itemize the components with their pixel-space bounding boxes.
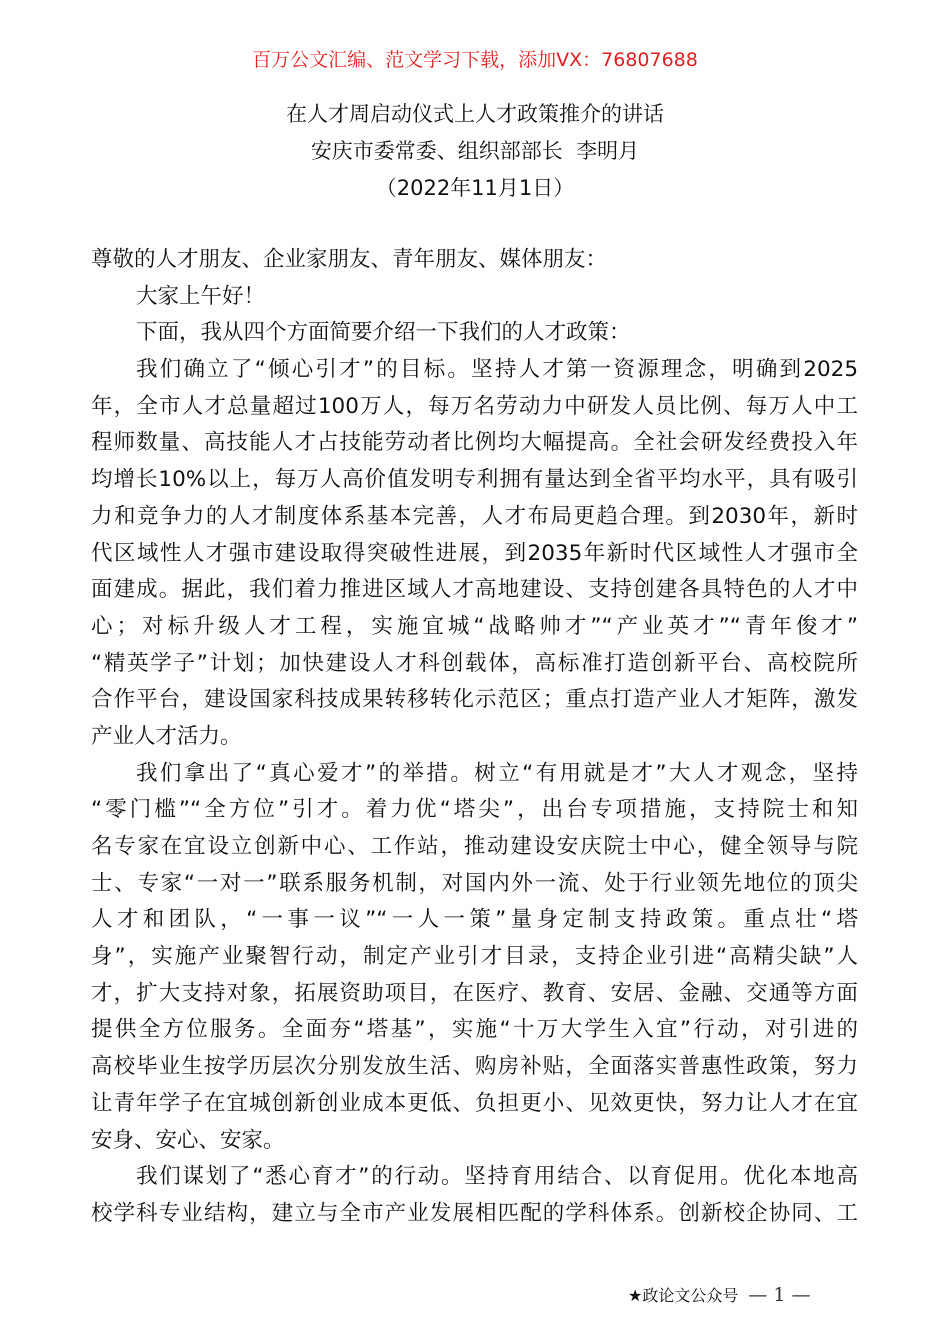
paragraph <box>91 315 858 352</box>
text-line: 才，扩大支持对象，拓展资助项目，在医疗、教育、安居、金融、交通等方面 <box>91 980 858 1006</box>
text-line: 我们谋划了“悉心育才”的行动。坚持育用结合、以育促用。优化本地高 <box>136 1164 858 1190</box>
document-title: 在人才周启动仪式上人才政策推介的讲话 <box>286 102 664 126</box>
text-line: 身”，实施产业聚智行动，制定产业引才目录，支持企业引进“高精尖缺”人 <box>91 944 858 970</box>
text-line: 校学科专业结构，建立与全市产业发展相匹配的学科体系。创新校企协同、工 <box>91 1200 858 1226</box>
text-line: 安身、安心、安家。 <box>91 1127 285 1153</box>
paragraph <box>91 1159 858 1232</box>
text-line: 我们确立了“倾心引才”的目标。坚持人才第一资源理念，明确到2025 <box>136 357 858 383</box>
text-line: 产业人才活力。 <box>91 723 242 749</box>
document-body <box>91 242 858 1233</box>
watermark-banner: 百万公文汇编、范文学习下载，添加VX：76807688 <box>252 49 698 71</box>
text-line: 心；对标升级人才工程，实施宜城“战略帅才”“产业英才”“青年俊才” <box>91 613 858 639</box>
text-line: 名专家在宜设立创新中心、工作站，推动建设安庆院士中心，健全领导与院 <box>91 834 858 859</box>
text-line: 面建成。据此，我们着力推进区域人才高地建设、支持创建各具特色的人才中 <box>91 577 858 603</box>
text-line: 合作平台，建设国家科技成果转移转化示范区；重点打造产业人才矩阵，激发 <box>91 687 858 713</box>
paragraph <box>91 242 858 279</box>
text-line: 尊敬的人才朋友、企业家朋友、青年朋友、媒体朋友： <box>91 247 608 272</box>
text-line: 均增长10%以上，每万人高价值发明专利拥有量达到全省平均水平，具有吸引 <box>91 467 858 493</box>
paragraph <box>91 279 858 316</box>
text-line: 下面，我从四个方面简要介绍一下我们的人才政策： <box>136 320 631 346</box>
author-line: 安庆市委常委、组织部部长 李明月 <box>310 139 640 163</box>
footer-source: ★政论文公众号 <box>628 1286 739 1305</box>
paragraph <box>91 756 858 1160</box>
text-line: “零门槛”“全方位”引才。着力优“塔尖”，出台专项措施，支持院士和知 <box>91 797 858 823</box>
text-line: 让青年学子在宜城创新创业成本更低、负担更小、见效更快，努力让人才在宜 <box>91 1090 858 1116</box>
text-line: 程师数量、高技能人才占技能劳动者比例均大幅提高。全社会研发经费投入年 <box>91 430 858 456</box>
text-line: “精英学子”计划；加快建设人才科创载体，高标准打造创新平台、高校院所 <box>91 650 858 676</box>
text-line: 人才和团队，“一事一议”“一人一策”量身定制支持政策。重点壮“塔 <box>91 907 858 933</box>
text-line: 提供全方位服务。全面夯“塔基”，实施“十万大学生入宜”行动，对引进的 <box>91 1017 858 1043</box>
page-number: — 1 — <box>748 1284 811 1306</box>
paragraph <box>91 352 858 756</box>
date-line: （2022年11月1日） <box>375 176 575 200</box>
text-line: 高校毕业生按学历层次分别发放生活、购房补贴，全面落实普惠性政策，努力 <box>91 1054 858 1080</box>
page-footer <box>628 1282 811 1309</box>
text-line: 士、专家“一对一”联系服务机制，对国内外一流、处于行业领先地位的顶尖 <box>91 870 858 896</box>
text-line: 力和竞争力的人才制度体系基本完善，人才布局更趋合理。到2030年，新时 <box>91 503 858 529</box>
text-line: 年，全市人才总量超过100万人，每万名劳动力中研发人员比例、每万人中工 <box>91 393 858 419</box>
title-block <box>0 96 950 207</box>
text-line: 我们拿出了“真心爱才”的举措。树立“有用就是才”大人才观念，坚持 <box>136 760 858 786</box>
text-line: 代区域性人才强市建设取得突破性进展，到2035年新时代区域性人才强市全 <box>91 540 858 566</box>
text-line: 大家上午好！ <box>136 283 266 309</box>
